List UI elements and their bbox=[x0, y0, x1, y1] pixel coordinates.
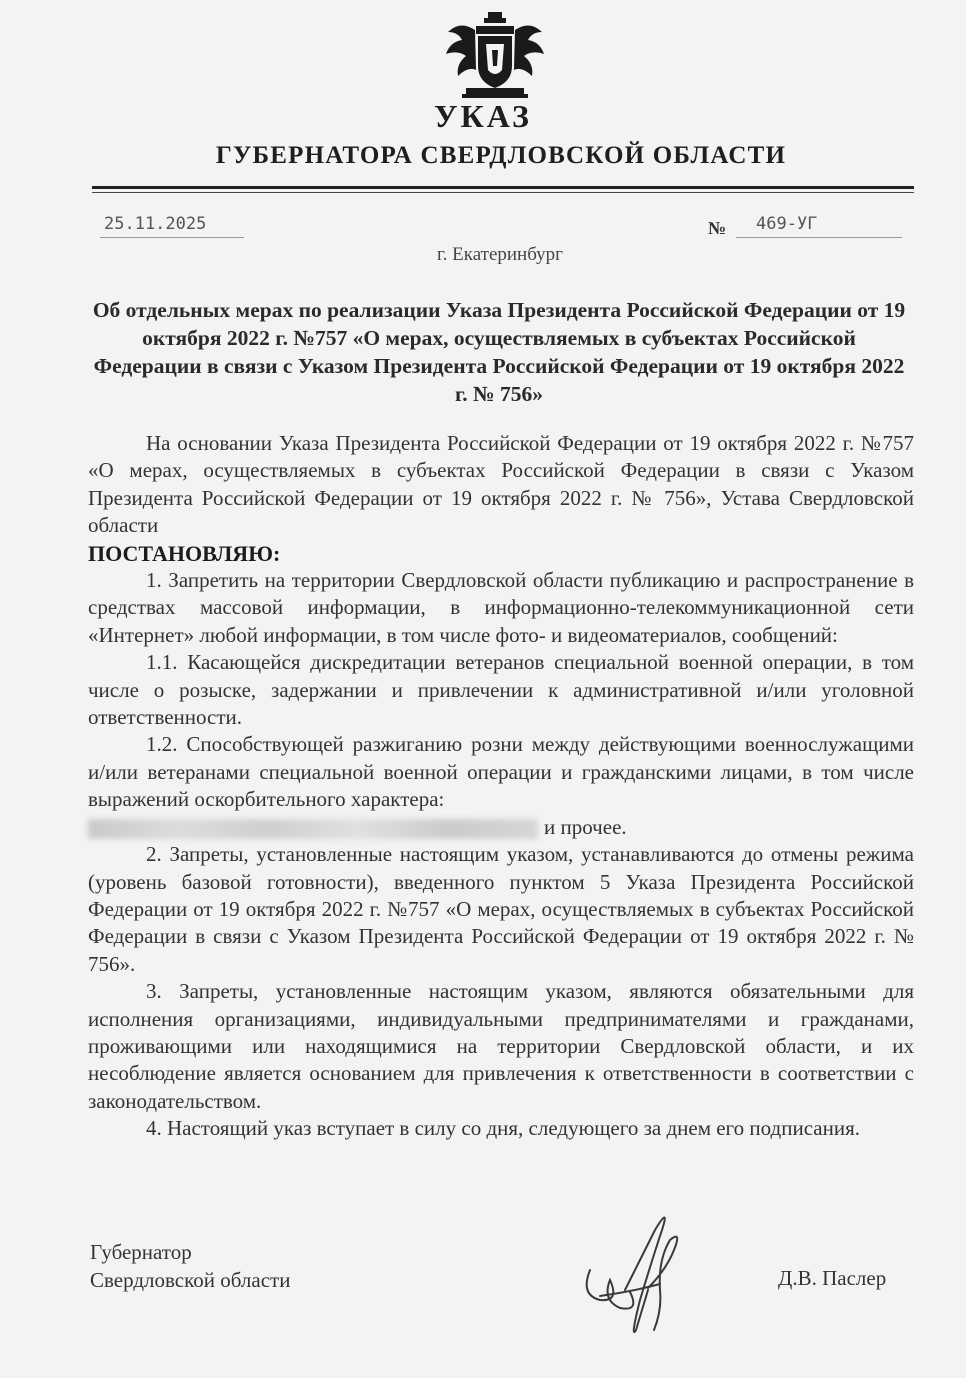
paragraph-4: 4. Настоящий указ вступает в силу со дня, следующего за днем его подписания. bbox=[146, 1116, 860, 1141]
document-date: 25.11.2025 bbox=[100, 214, 244, 238]
paragraph-3: 3. Запреты, установленные настоящим указом, являются обязательными для исполнения организациями, индивидуальными предпринимателями и гражданами, проживающими или находящимися на территории Свердловской области, и их несоблюдение является основанием для привлечения к ответственности в соответствии с законодательством. bbox=[88, 979, 914, 1113]
number-label: № bbox=[708, 218, 727, 238]
paragraph-1-2: 1.2. Способствующей разжиганию розни между действующими военнослужащими и/или ветеранами специальной военной операции и гражданскими лицами, в том числе выражений оскорбительного характера: bbox=[88, 732, 914, 812]
position-line-1: Губернатор bbox=[90, 1240, 192, 1264]
document-city: г. Екатеринбург bbox=[437, 244, 563, 265]
signatory-name: Д.В. Паслер bbox=[778, 1266, 887, 1290]
document-subtitle: ГУБЕРНАТОРА СВЕРДЛОВСКОЙ ОБЛАСТИ bbox=[215, 142, 787, 169]
handwritten-signature bbox=[570, 1200, 710, 1350]
header-divider-thin bbox=[92, 192, 914, 193]
paragraph-1-2-continuation bbox=[88, 814, 914, 841]
paragraph-1-1: 1.1. Касающейся дискредитации ветеранов специальной военной операции, в том числе о розыске, задержании и привлечении к административной и/или уголовной ответственности. bbox=[88, 650, 914, 730]
document-title: УКАЗ bbox=[434, 98, 532, 134]
document-heading: Об отдельных мерах по реализации Указа Президента Российской Федерации от 19 октября 2022 г. №757 «О мерах, осуществляемых в субъектах Российской Федерации в связи с Указом Президента Российской Федерации от 19 октября 2022 г. № 756» bbox=[92, 298, 906, 406]
resolve-heading: ПОСТАНОВЛЯЮ: bbox=[88, 540, 281, 566]
position-line-2: Свердловской области bbox=[90, 1268, 291, 1292]
paragraph-2: 2. Запреты, установленные настоящим указом, устанавливаются до отмены режима (уровень базовой готовности), введенного пунктом 5 Указа Президента Российской Федерации от 19 октября 2022 г. №757 «О мерах, осуществляемых в субъектах Российской Федерации в связи с Указом Президента Российской Федерации от 19 октября 2022 г. № 756». bbox=[88, 842, 914, 976]
coat-of-arms-icon bbox=[440, 10, 550, 100]
paragraph-1-2-tail: и прочее. bbox=[544, 814, 627, 839]
header-divider bbox=[92, 186, 914, 189]
document-number: 469-УГ bbox=[736, 214, 902, 238]
redacted-text bbox=[88, 819, 538, 839]
document-body bbox=[88, 430, 914, 1143]
signatory-position bbox=[90, 1238, 290, 1294]
preamble-paragraph: На основании Указа Президента Российской Федерации от 19 октября 2022 г. №757 «О мерах, осуществляемых в субъектах Российской Федерации в связи с Указом Президента Российской Федерации от 19 октября 2022 г. № 756», Устава Свердловской области bbox=[88, 431, 914, 538]
paragraph-1: 1. Запретить на территории Свердловской области публикацию и распространение в средствах массовой информации, в информационно-телекоммуникационной сети «Интернет» любой информации, в том числе фото- и видеоматериалов, сообщений: bbox=[88, 568, 914, 647]
